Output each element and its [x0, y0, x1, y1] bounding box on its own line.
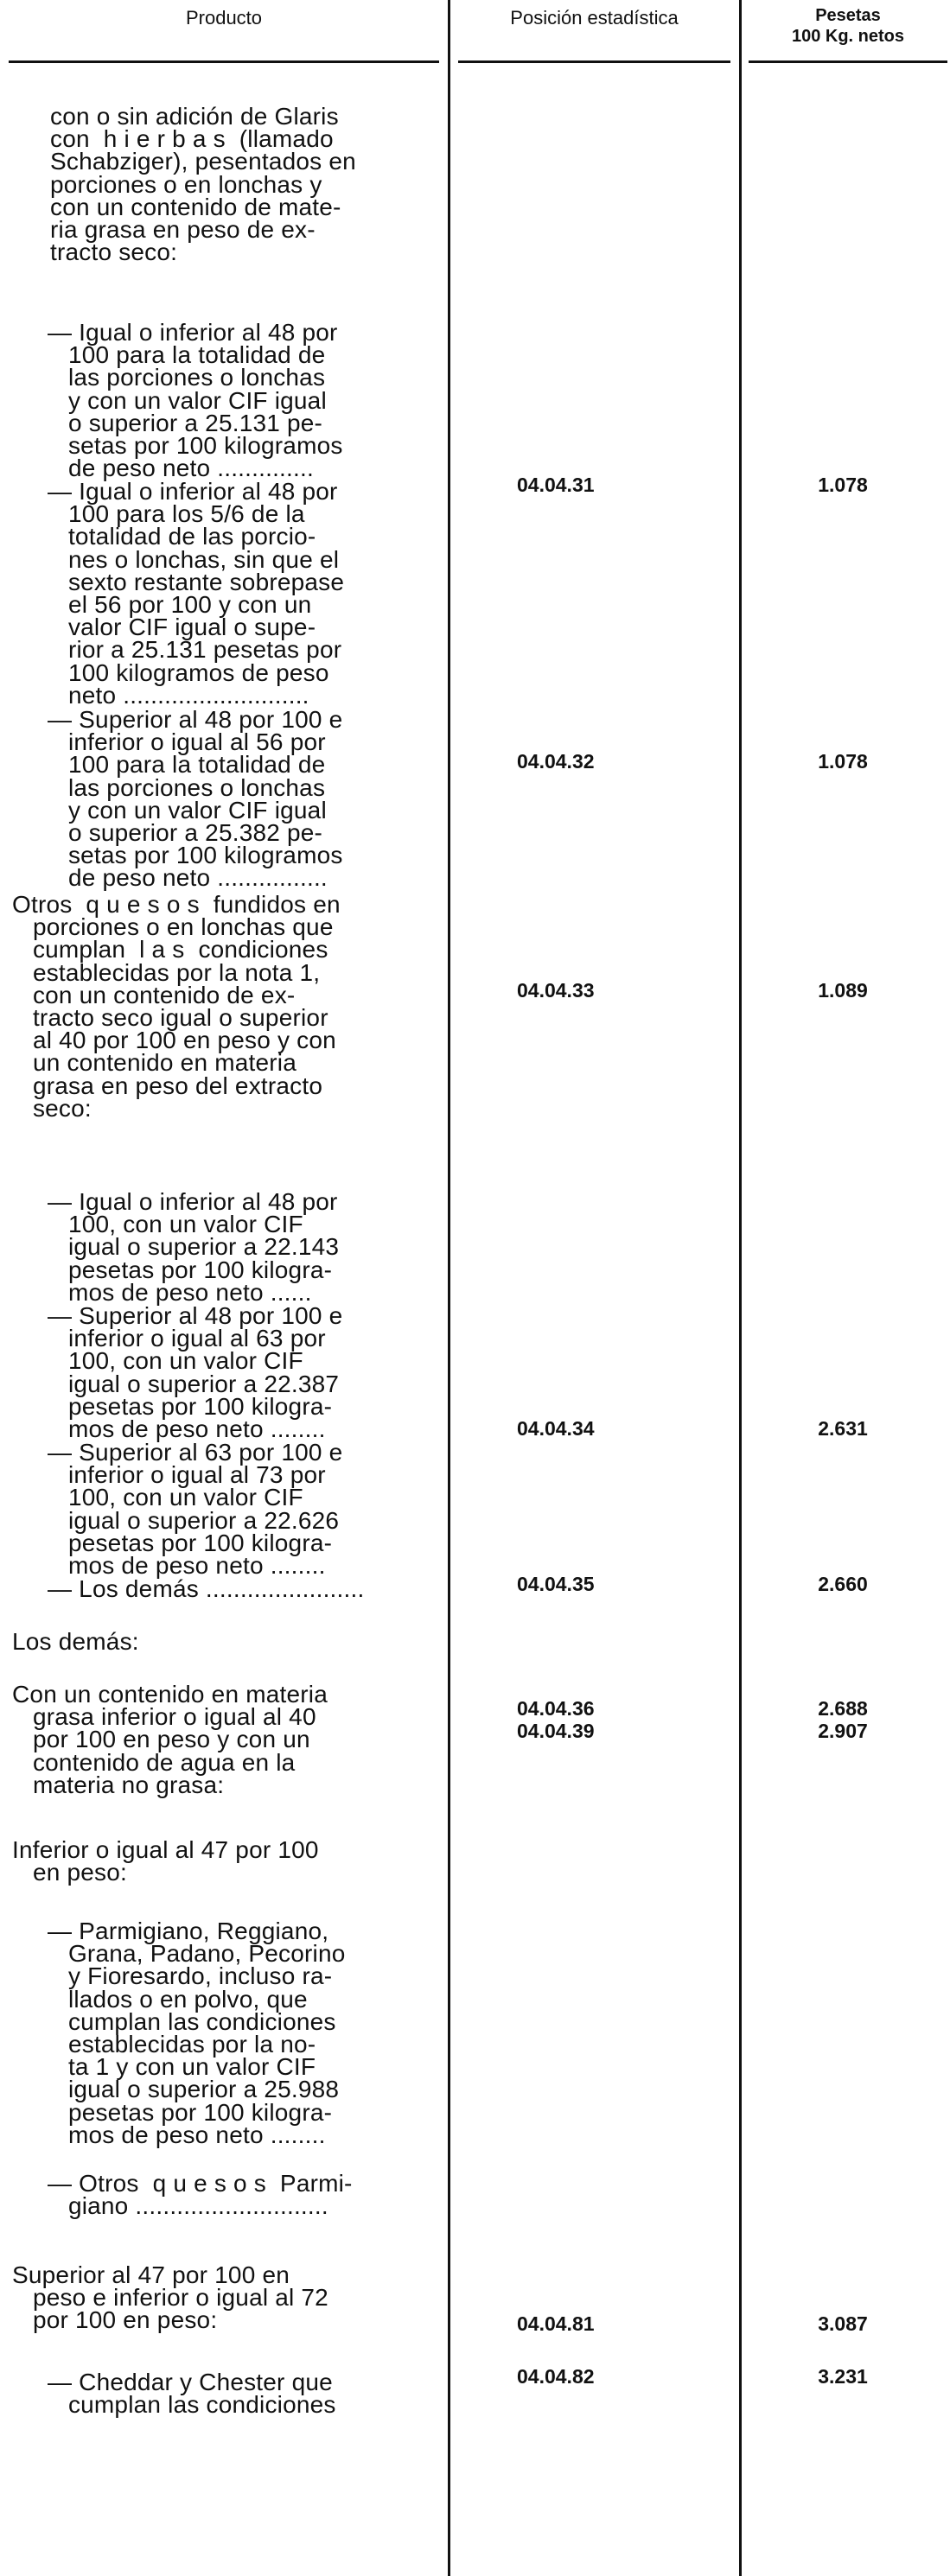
code-04-04-32: 04.04.32 [517, 750, 595, 773]
inferior-47-paragraph: Inferior o igual al 47 por 100 en peso: [12, 1836, 319, 1886]
item-cheddar: — Cheddar y Chester que cumplan las condiciones [48, 2369, 336, 2419]
price-04-04-34: 2.631 [818, 1417, 868, 1440]
price-04-04-33: 1.089 [818, 979, 868, 1002]
item-04-04-81: — Parmigiano, Reggiano, Grana, Padano, Pecorino y Fioresardo, incluso ra- llados o en polvo, que cumplan las condiciones establecidas por la no- ta 1 y con un valor CIF igual o superior a 25.988 pesetas por 100 kilogra- mos de peso neto ........ [48, 1918, 346, 2148]
los-demas-heading: Los demás: [12, 1628, 139, 1655]
price-04-04-81: 3.087 [818, 2312, 868, 2335]
contenido-paragraph: Con un contenido en materia grasa inferior o igual al 40 por 100 en peso y con un contenido de agua en la materia no grasa: [12, 1681, 328, 1798]
code-04-04-81: 04.04.81 [517, 2312, 595, 2335]
code-04-04-34: 04.04.34 [517, 1417, 595, 1440]
intro-paragraph: con o sin adición de Glaris con h i e r b a s (llamado Schabziger), pesentados en porciones o en lonchas y con un contenido de mate- ria grasa en peso de ex- tracto seco: [50, 103, 356, 266]
price-04-04-39: 2.907 [818, 1720, 868, 1742]
price-04-04-32: 1.078 [818, 750, 868, 773]
header-product: Producto [185, 7, 263, 29]
item-04-04-39: — Los demás ....................... [48, 1575, 365, 1602]
column-separator-1 [448, 0, 450, 2576]
price-04-04-31: 1.078 [818, 474, 868, 496]
header-rule-price [749, 60, 947, 63]
code-04-04-82: 04.04.82 [517, 2365, 595, 2388]
code-04-04-39: 04.04.39 [517, 1720, 595, 1742]
column-separator-2 [739, 0, 742, 2576]
price-04-04-82: 3.231 [818, 2365, 868, 2388]
code-04-04-35: 04.04.35 [517, 1573, 595, 1595]
code-04-04-31: 04.04.31 [517, 474, 595, 496]
code-04-04-36: 04.04.36 [517, 1697, 595, 1720]
price-04-04-35: 2.660 [818, 1573, 868, 1595]
superior-47-paragraph: Superior al 47 por 100 en peso e inferior o igual al 72 por 100 en peso: [12, 2261, 328, 2334]
item-04-04-31: — Igual o inferior al 48 por 100 para la totalidad de las porciones o lonchas y con un valor CIF igual o superior a 25.131 pe- setas por 100 kilogramos de peso neto .............. [48, 319, 343, 482]
header-price-line-2: 100 Kg. netos [791, 27, 905, 46]
header-price [749, 5, 947, 47]
item-04-04-34: — Igual o inferior al 48 por 100, con un valor CIF igual o superior a 22.143 pesetas por 100 kilogra- mos de peso neto ...... [48, 1188, 340, 1306]
header-rule-position [458, 60, 730, 63]
header-position: Posición estadística [510, 7, 679, 29]
item-04-04-33: — Superior al 48 por 100 e inferior o igual al 56 por 100 para la totalidad de las porciones o lonchas y con un valor CIF igual o superior a 25.382 pe- setas por 100 kilogramos de peso neto ................ [48, 706, 343, 892]
header-price-line-1: Pesetas [815, 6, 881, 25]
item-04-04-32: — Igual o inferior al 48 por 100 para los 5/6 de la totalidad de las porcio- nes o lonchas, sin que el sexto restante sobrepase el 56 por 100 y con un valor CIF igual o supe- rior a 25.131 pesetas por 100 kilogramos de peso neto ........................... [48, 478, 345, 709]
header-rule-product [9, 60, 439, 63]
otros-quesos-paragraph: Otros q u e s o s fundidos en porciones o en lonchas que cumplan l a s condiciones establecidas por la nota 1, con un contenido de ex- tracto seco igual o superior al 40 por 100 en peso y con un contenido en materia grasa en peso del extracto seco: [12, 891, 341, 1122]
code-04-04-33: 04.04.33 [517, 979, 595, 1002]
price-04-04-36: 2.688 [818, 1697, 868, 1720]
item-04-04-36: — Superior al 63 por 100 e inferior o igual al 73 por 100, con un valor CIF igual o superior a 22.626 pesetas por 100 kilogra- mos de peso neto ........ [48, 1439, 343, 1580]
item-04-04-35: — Superior al 48 por 100 e inferior o igual al 63 por 100, con un valor CIF igual o superior a 22.387 pesetas por 100 kilogra- mos de peso neto ........ [48, 1302, 343, 1443]
item-04-04-82: — Otros q u e s o s Parmi- giano ............................ [48, 2170, 353, 2220]
